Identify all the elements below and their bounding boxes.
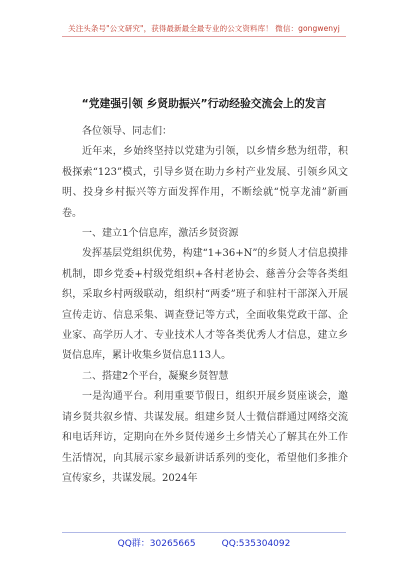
- footer-divider: [62, 532, 346, 533]
- document-body: [62, 122, 348, 489]
- header-banner: 关注头条号"公文研究"，获得最新最全最专业的公文资料库！ 微信：gongwenyj: [68, 24, 340, 33]
- document-title: “党建强引领 乡贤助振兴”行动经验交流会上的发言: [81, 97, 327, 110]
- salutation: 各位领导、同志们：: [82, 126, 172, 137]
- footer-qq-group: QQ群：30265665: [117, 539, 196, 549]
- header-divider: [62, 36, 346, 37]
- section-heading-2: 二、搭建2个平台，凝聚乡贤智慧: [82, 370, 229, 382]
- section-heading-1: 一、建立1个信息库，激活乡贤资源: [82, 228, 239, 240]
- paragraph-intro: 近年来，乡始终坚持以党建为引领，以乡情乡愁为纽带，积极探索“123”模式，引导乡贤在助力乡村产业发展、引领乡风文明、投身乡村振兴等方面发挥作用，不断绘就“悦享龙浦”新画卷。: [62, 146, 348, 219]
- paragraph-section-1: 发挥基层党组织优势，构建“1+36+N”的乡贤人才信息摸排机制，即乡党委+村级党组织+各村老协会、慈善分会等各类组织，采取乡村两级联动，组织村“两委”班子和驻村干部深入开展宣传走访、信息采集、调查登记等方式，全面收集党政干部、企业家、高学历人才、专业技术人才等各类优秀人才信息，建立乡贤信息库，累计收集乡贤信息113人。: [62, 248, 348, 362]
- footer-qq-number: QQ:535304092: [221, 539, 291, 549]
- footer-contacts: [0, 536, 408, 549]
- paragraph-section-2: 一是沟通平台。利用重要节假日，组织开展乡贤座谈会，邀请乡贤共叙乡情、共谋发展。组建乡贤人士微信群通过网络交流和电话拜访，定期向在外乡贤传递乡土乡情关心了解其在外工作生活情况，向其展示家乡最新讲话系列的变化，希望他们多推介宣传家乡，共谋发展。2024年: [62, 391, 348, 484]
